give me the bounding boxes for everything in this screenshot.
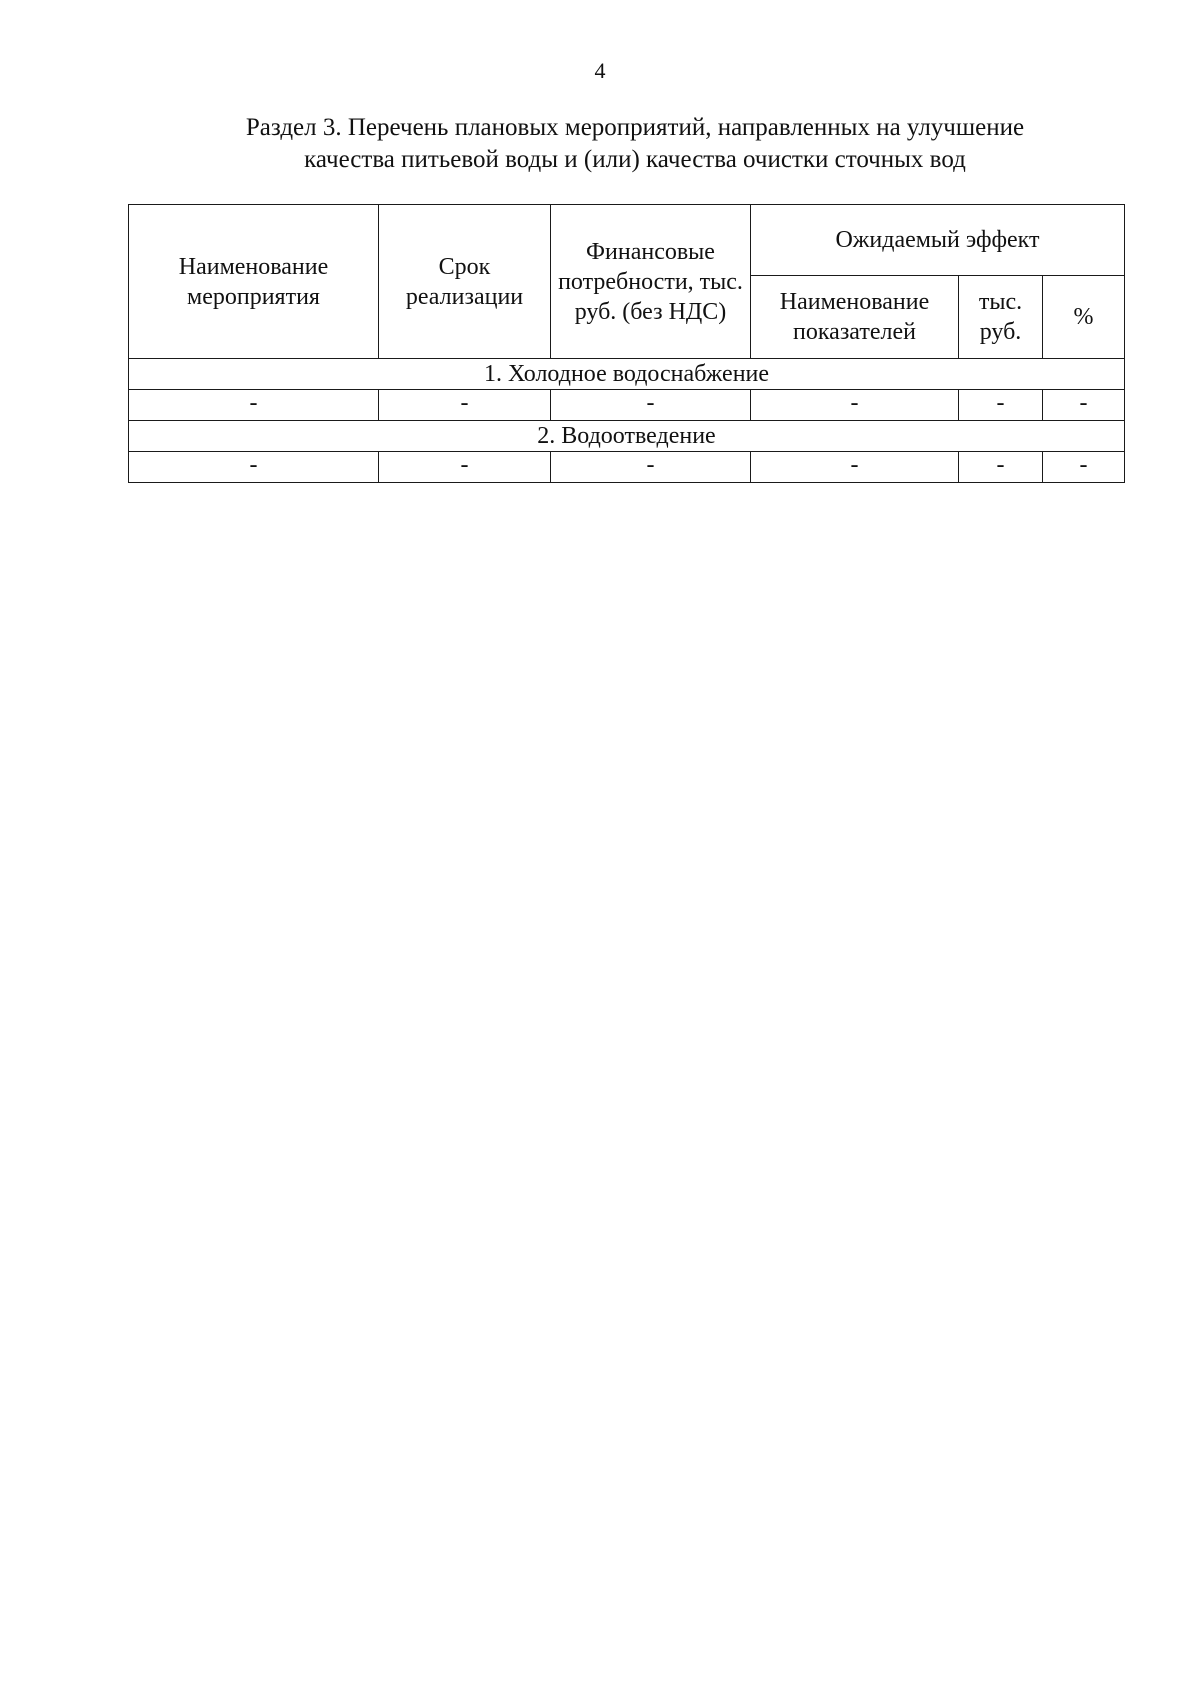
- page-number: 4: [594, 58, 606, 83]
- header-indicator-name: Наименование показателей: [751, 276, 959, 359]
- section-title-cell: 2. Водоотведение: [129, 421, 1125, 452]
- planned-measures-table: [128, 204, 1125, 483]
- section-title-line-1: Раздел 3. Перечень плановых мероприятий, направленных на улучшение: [245, 114, 1025, 141]
- section-row-wastewater: [129, 421, 1125, 452]
- cell-indicator: -: [751, 452, 959, 483]
- header-thousand-rub: тыс. руб.: [959, 276, 1043, 359]
- header-implementation-term: Срок реализации: [379, 205, 551, 359]
- section-title: [140, 112, 1130, 176]
- header-measure-name: Наименование мероприятия: [129, 205, 379, 359]
- section-title-line-2: качества питьевой воды и (или) качества очистки сточных вод: [304, 146, 966, 173]
- cell-measure-name: -: [129, 452, 379, 483]
- cell-term: -: [379, 390, 551, 421]
- table-row: [129, 452, 1125, 483]
- cell-thousand-rub: -: [959, 452, 1043, 483]
- header-financial-needs: Финансовые потребности, тыс. руб. (без НДС): [551, 205, 751, 359]
- section-row-cold-water: [129, 359, 1125, 390]
- header-row-top: [129, 205, 1125, 276]
- header-expected-effect: Ожидаемый эффект: [751, 205, 1125, 276]
- cell-indicator: -: [751, 390, 959, 421]
- cell-percent: -: [1043, 390, 1125, 421]
- table-row: [129, 390, 1125, 421]
- header-percent: %: [1043, 276, 1125, 359]
- section-title-cell: 1. Холодное водоснабжение: [129, 359, 1125, 390]
- cell-term: -: [379, 452, 551, 483]
- cell-measure-name: -: [129, 390, 379, 421]
- cell-finance: -: [551, 390, 751, 421]
- cell-finance: -: [551, 452, 751, 483]
- cell-percent: -: [1043, 452, 1125, 483]
- cell-thousand-rub: -: [959, 390, 1043, 421]
